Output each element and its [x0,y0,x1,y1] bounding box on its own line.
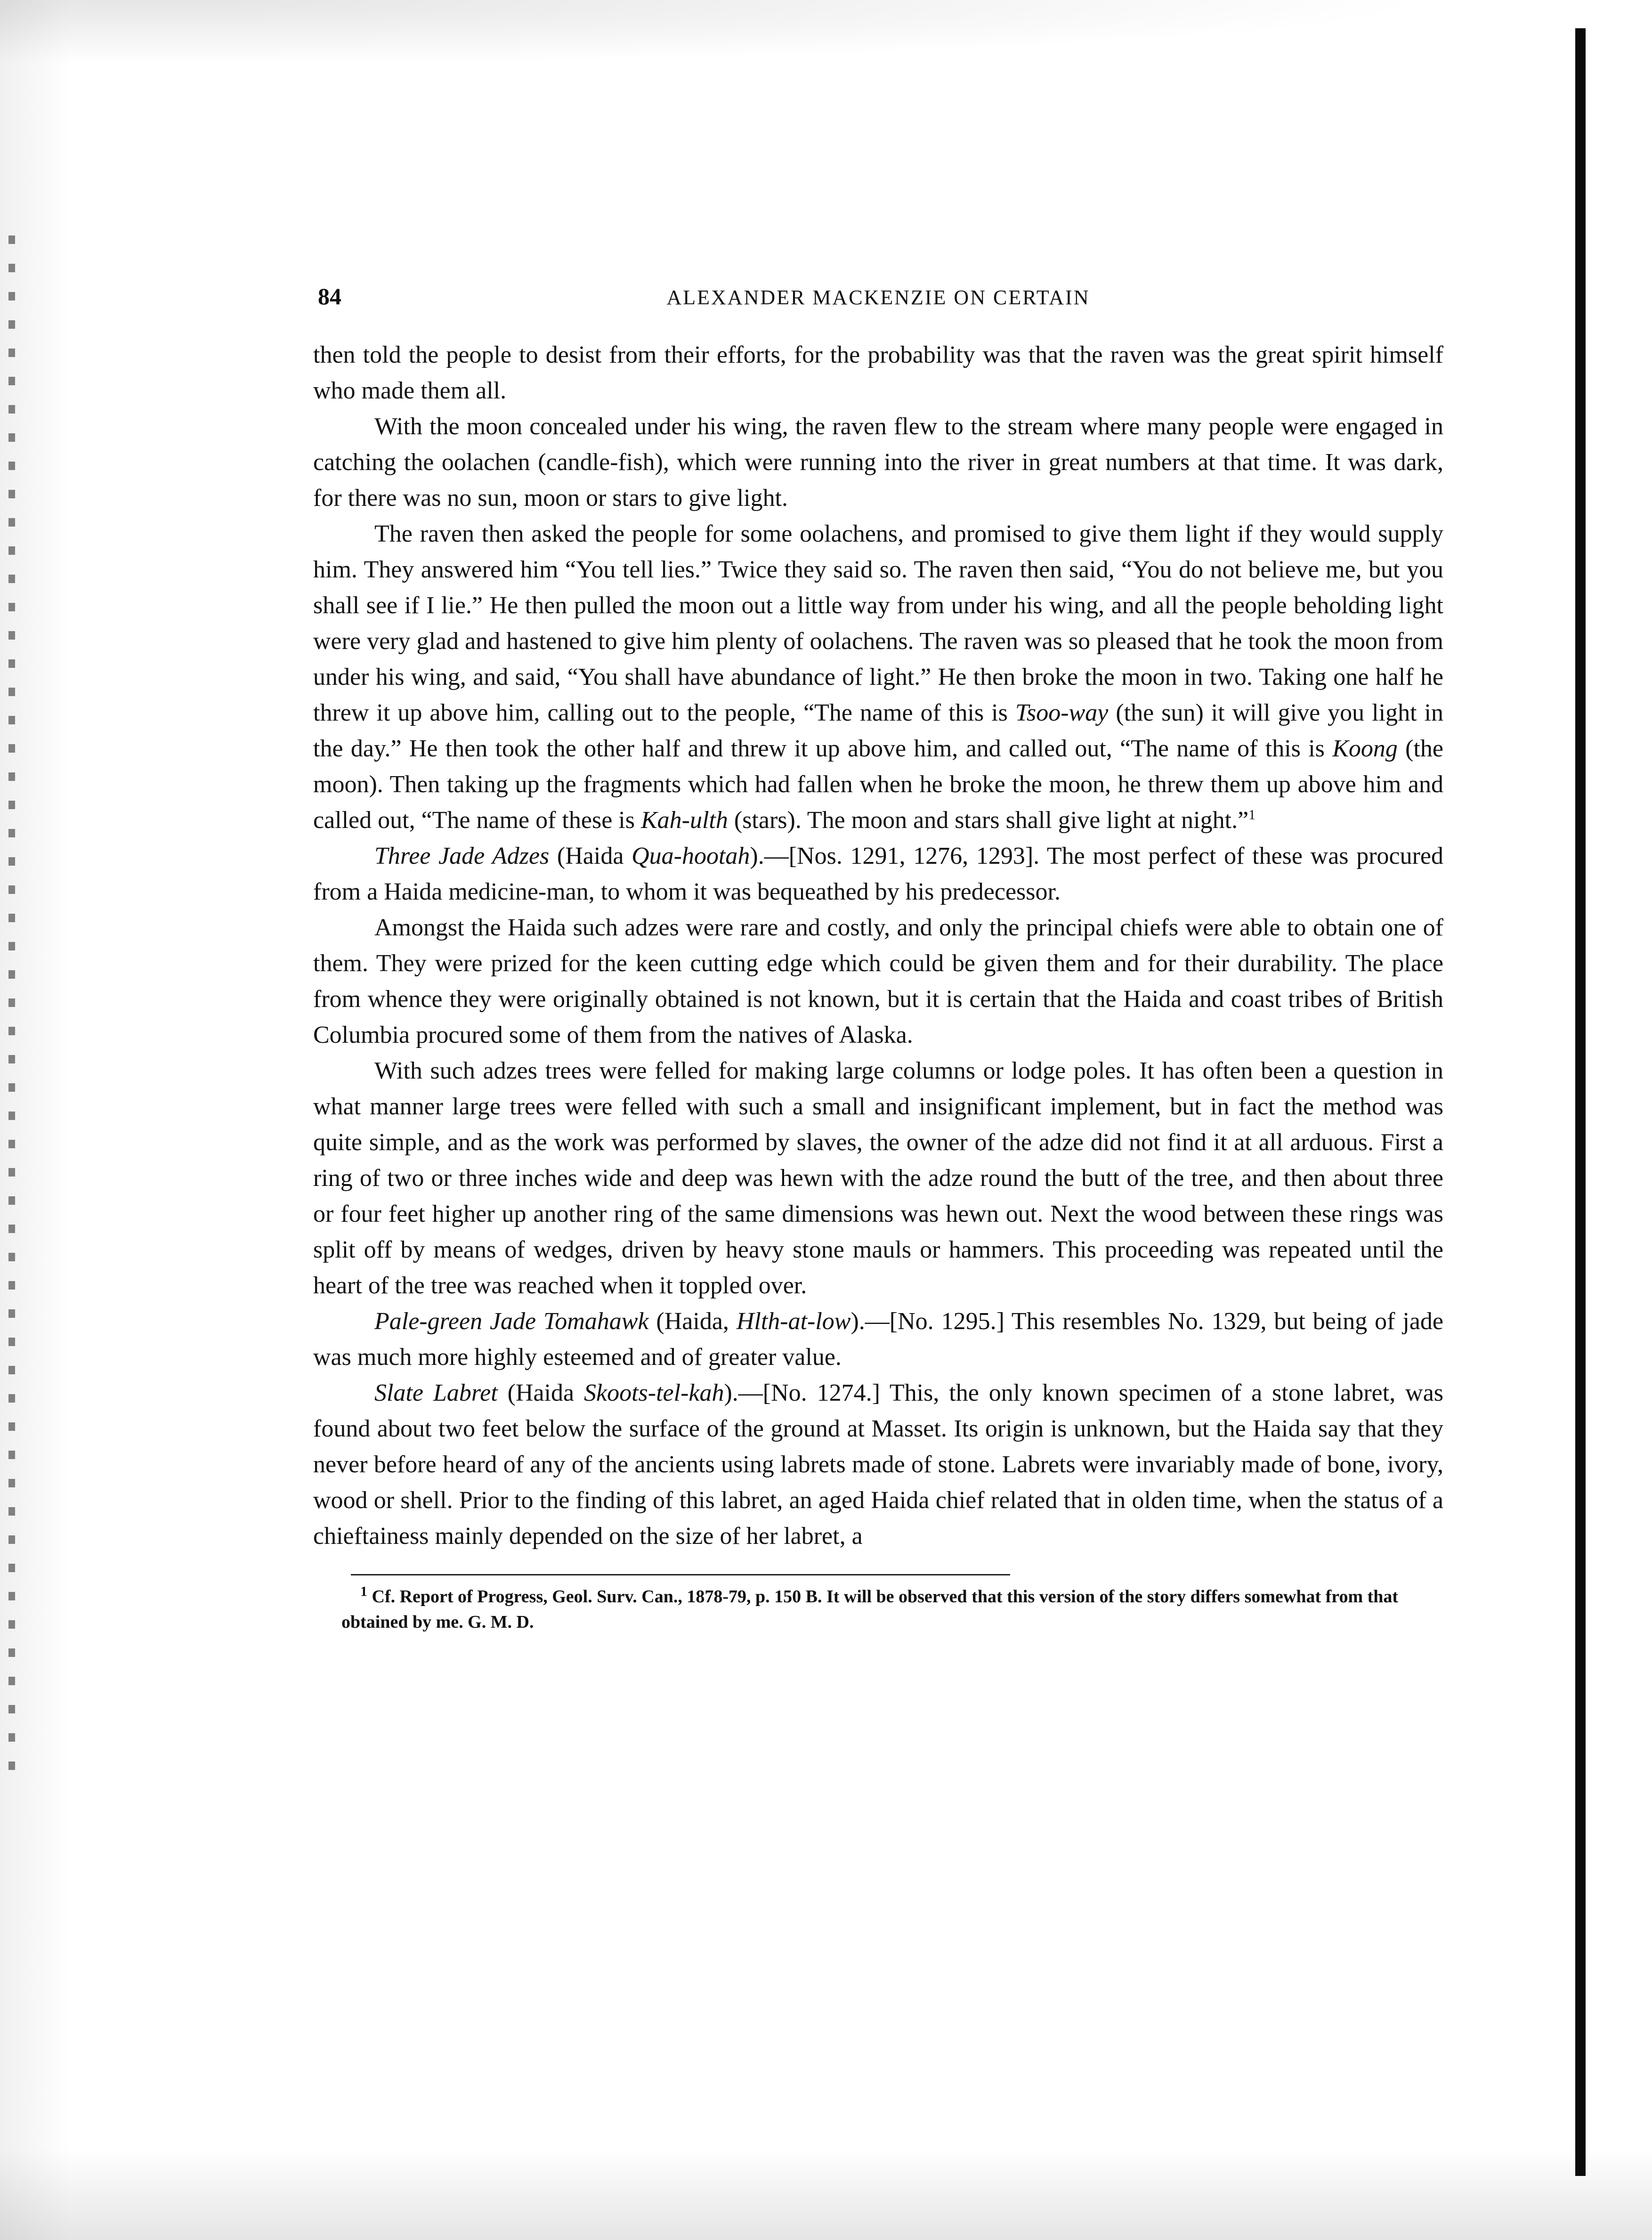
binding-shadow [1575,28,1586,2176]
haida-term: Tsoo-way [1015,699,1109,726]
footnote-text: Cf. Report of Progress, Geol. Surv. Can., 1878-79, p. 150 B. It will be observed that this version of the story differs somewhat from that obtained by me. G. M. D. [341,1587,1399,1632]
text-run: (the sun) it will give you light in the day.” He then took the other half and threw it up above him, and called out, “The name of this is [313,699,1443,762]
text-run: (Haida [497,1380,584,1406]
haida-term: Qua-hootah [632,843,750,869]
text-run: (Haida, [648,1308,737,1335]
book-page [313,283,1443,1635]
haida-term: Skoots-tel-kah [584,1380,724,1406]
paragraph [313,838,1443,910]
specimen-heading: Three Jade Adzes [374,843,550,869]
footnote-rule [351,1574,1010,1575]
text-run: The raven then asked the people for some oolachens, and promised to give them light if they would supply him. They answered him “You tell lies.” Twice they said so. The raven then said, “You do not believe me, but you shall see if I lie.” He then pulled the moon out a little way from under his wing, and all the people beholding light were very glad and hastened to give him plenty of oolachens. The raven was so pleased that he took the moon from under his wing, and said, “You shall have abundance of light.” He then broke the moon in two. Taking one half he threw it up above him, calling out to the people, “The name of this is [313,520,1443,726]
footnote-reference: 1 [1248,807,1256,823]
paragraph [313,516,1443,838]
specimen-heading: Slate Labret [374,1380,498,1406]
specimen-heading: Pale-green Jade Tomahawk [374,1308,649,1335]
text-run: (stars). The moon and stars shall give light at night.” [728,807,1249,834]
paragraph: With the moon concealed under his wing, the raven flew to the stream where many people were engaged in catching the oolachen (candle-fish), which were running into the river in great numbers at that time. It was dark, for there was no sun, moon or stars to give light. [313,413,1443,511]
haida-term: Kah-ulth [640,807,728,834]
running-head-title: ALEXANDER MACKENZIE ON CERTAIN [666,286,1090,309]
body-text [313,337,1443,1554]
scan-edge-bottom [0,2148,1652,2240]
text-run: ).—[No. 1295.] This resembles No. 1329, but being of jade was much more highly esteemed and of greater value. [313,1308,1444,1371]
scan-edge-top [0,0,1652,75]
running-head [313,283,1443,320]
haida-term: Hlth-at-low [736,1308,851,1335]
haida-term: Koong [1332,735,1398,762]
page-number: 84 [318,283,341,309]
paragraph: With such adzes trees were felled for making large columns or lodge poles. It has often been a question in what manner large trees were felled with such a small and insignificant implement, but in fact the method was quite simple, and as the work was performed by slaves, the owner of the adze did not find it at all arduous. First a ring of two or three inches wide and deep was hewn with the adze round the butt of the tree, and then about three or four feet higher up another ring of the same dimensions was hewn out. Next the wood between these rings was split off by means of wedges, driven by heavy stone mauls or hammers. This proceeding was repeated until the heart of the tree was reached when it toppled over. [313,1057,1443,1299]
text-run: (the moon). Then taking up the fragments which had fallen when he broke the moon, he threw them up above him and called out, “The name of these is [313,735,1444,834]
text-run: (Haida [549,843,632,869]
paragraph: Amongst the Haida such adzes were rare and costly, and only the principal chiefs were able to obtain one of them. They were prized for the keen cutting edge which could be given them and for their durability. The place from whence they were originally obtained is not known, but it is certain that the Haida and coast tribes of British Columbia procured some of them from the natives of Alaska. [313,914,1443,1048]
text-run: ).—[No. 1274.] This, the only known specimen of a stone labret, was found about two feet below the surface of the ground at Masset. Its origin is unknown, but the Haida say that they never before heard of any of the ancients using labrets made of stone. Labrets were invariably made of bone, ivory, wood or shell. Prior to the finding of this labret, an aged Haida chief related that in olden time, when the status of a chieftainess mainly depended on the size of her labret, a [313,1380,1444,1550]
text-run: ).—[Nos. 1291, 1276, 1293]. The most perfect of these was procured from a Haida medicine-man, to whom it was bequeathed by his predecessor. [313,843,1443,905]
binding-marks [8,235,15,1790]
paragraph [313,1304,1443,1375]
footnote [313,1584,1443,1635]
paragraph: then told the people to desist from their efforts, for the probability was that the raven was the great spirit himself who made them all. [313,341,1443,404]
footnote-marker: 1 [360,1583,367,1599]
paragraph [313,1375,1443,1554]
